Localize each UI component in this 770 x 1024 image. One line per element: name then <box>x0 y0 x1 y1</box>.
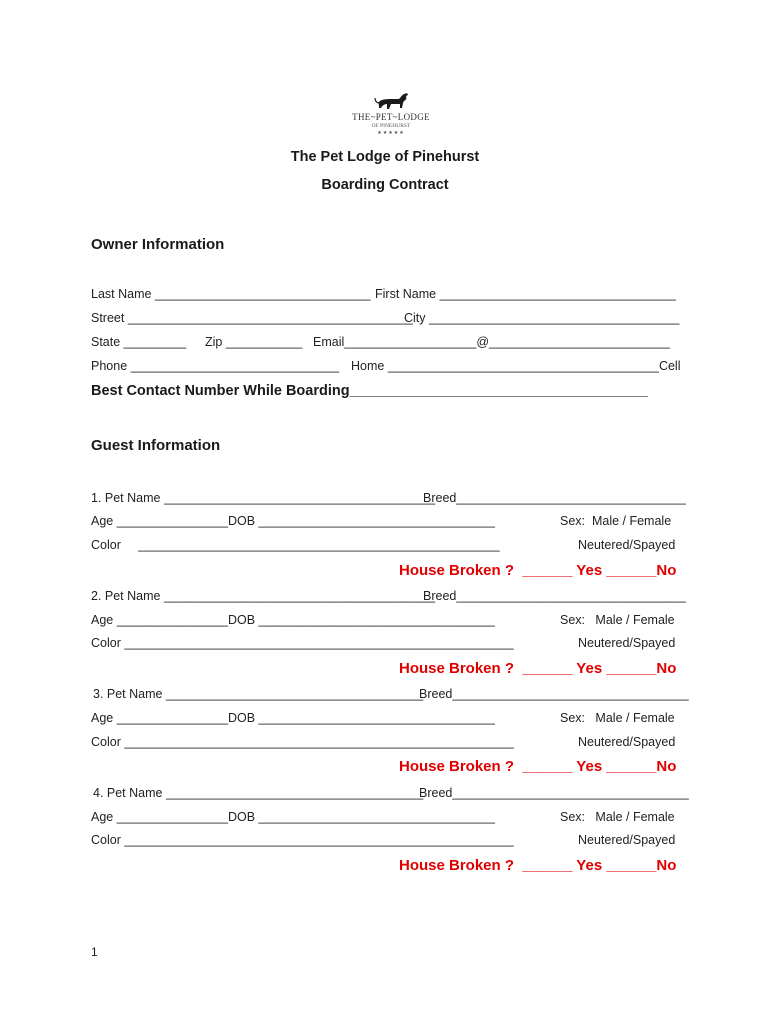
pet-3-age-field[interactable]: Age ________________ <box>91 711 228 725</box>
pet-1-age-field[interactable]: Age ________________ <box>91 514 228 528</box>
email-field[interactable]: Email___________________@__________________________ <box>313 335 670 349</box>
pet-lodge-logo <box>344 90 438 138</box>
pet-4-house-broken-field[interactable]: House Broken ? ______ Yes ______No <box>399 857 677 874</box>
pet-2-neutered-field[interactable]: Neutered/Spayed <box>578 636 676 650</box>
pet-4-breed-field[interactable]: Breed__________________________________ <box>419 786 689 800</box>
logo-stars: ★★★★★ <box>377 130 405 136</box>
pet-1-sex-field[interactable]: Sex: Male / Female <box>560 514 672 528</box>
owner-section-heading: Owner Information <box>91 236 225 253</box>
page-subtitle: Boarding Contract <box>321 177 449 193</box>
logo-brand-bottom: OF PINEHURST <box>371 123 411 129</box>
pet-2-name-field[interactable]: 2. Pet Name _______________________________________ <box>91 589 436 603</box>
street-field[interactable]: Street _________________________________________ <box>91 311 413 325</box>
home-cell-field[interactable]: Home _______________________________________Cell <box>351 359 681 373</box>
pet-2-sex-field[interactable]: Sex: Male / Female <box>560 613 675 627</box>
pet-3-sex-field[interactable]: Sex: Male / Female <box>560 711 675 725</box>
pet-3-color-field[interactable]: Color ________________________________________________________ <box>91 735 514 749</box>
page-number: 1 <box>91 945 98 959</box>
pet-3-breed-field[interactable]: Breed__________________________________ <box>419 687 689 701</box>
first-name-field[interactable]: First Name __________________________________ <box>375 287 676 301</box>
pet-3-neutered-field[interactable]: Neutered/Spayed <box>578 735 676 749</box>
pet-1-name-field[interactable]: 1. Pet Name _______________________________________ <box>91 491 436 505</box>
pet-2-house-broken-field[interactable]: House Broken ? ______ Yes ______No <box>399 660 677 677</box>
dog-silhouette-icon <box>344 90 438 114</box>
pet-4-color-field[interactable]: Color ________________________________________________________ <box>91 833 514 847</box>
pet-4-sex-field[interactable]: Sex: Male / Female <box>560 810 675 824</box>
pet-2-age-field[interactable]: Age ________________ <box>91 613 228 627</box>
pet-2-dob-field[interactable]: DOB __________________________________ <box>228 613 495 627</box>
pet-1-dob-field[interactable]: DOB __________________________________ <box>228 514 495 528</box>
logo-brand-top: THE~PET~LODGE <box>352 112 430 122</box>
pet-4-age-field[interactable]: Age ________________ <box>91 810 228 824</box>
pet-3-house-broken-field[interactable]: House Broken ? ______ Yes ______No <box>399 758 677 775</box>
pet-1-breed-field[interactable]: Breed_________________________________ <box>423 491 686 505</box>
pet-1-house-broken-field[interactable]: House Broken ? ______ Yes ______No <box>399 562 677 579</box>
pet-3-dob-field[interactable]: DOB __________________________________ <box>228 711 495 725</box>
guest-section-heading: Guest Information <box>91 437 221 454</box>
pet-4-dob-field[interactable]: DOB __________________________________ <box>228 810 495 824</box>
state-field[interactable]: State _________ <box>91 335 187 349</box>
pet-2-breed-field[interactable]: Breed_________________________________ <box>423 589 686 603</box>
pet-4-neutered-field[interactable]: Neutered/Spayed <box>578 833 676 847</box>
city-field[interactable]: City ____________________________________ <box>404 311 680 325</box>
last-name-field[interactable]: Last Name _______________________________ <box>91 287 371 301</box>
best-contact-number-field[interactable]: Best Contact Number While Boarding_____________________________________ <box>91 383 648 399</box>
phone-field[interactable]: Phone ______________________________ <box>91 359 340 373</box>
pet-3-name-field[interactable]: 3. Pet Name _____________________________________ <box>93 687 424 701</box>
pet-1-neutered-field[interactable]: Neutered/Spayed <box>578 538 676 552</box>
page-title: The Pet Lodge of Pinehurst <box>290 149 480 165</box>
pet-1-color-field[interactable]: Color ____________________________________________________ <box>91 538 500 552</box>
pet-2-color-field[interactable]: Color ________________________________________________________ <box>91 636 514 650</box>
pet-4-name-field[interactable]: 4. Pet Name _____________________________________ <box>93 786 424 800</box>
zip-field[interactable]: Zip ___________ <box>205 335 303 349</box>
